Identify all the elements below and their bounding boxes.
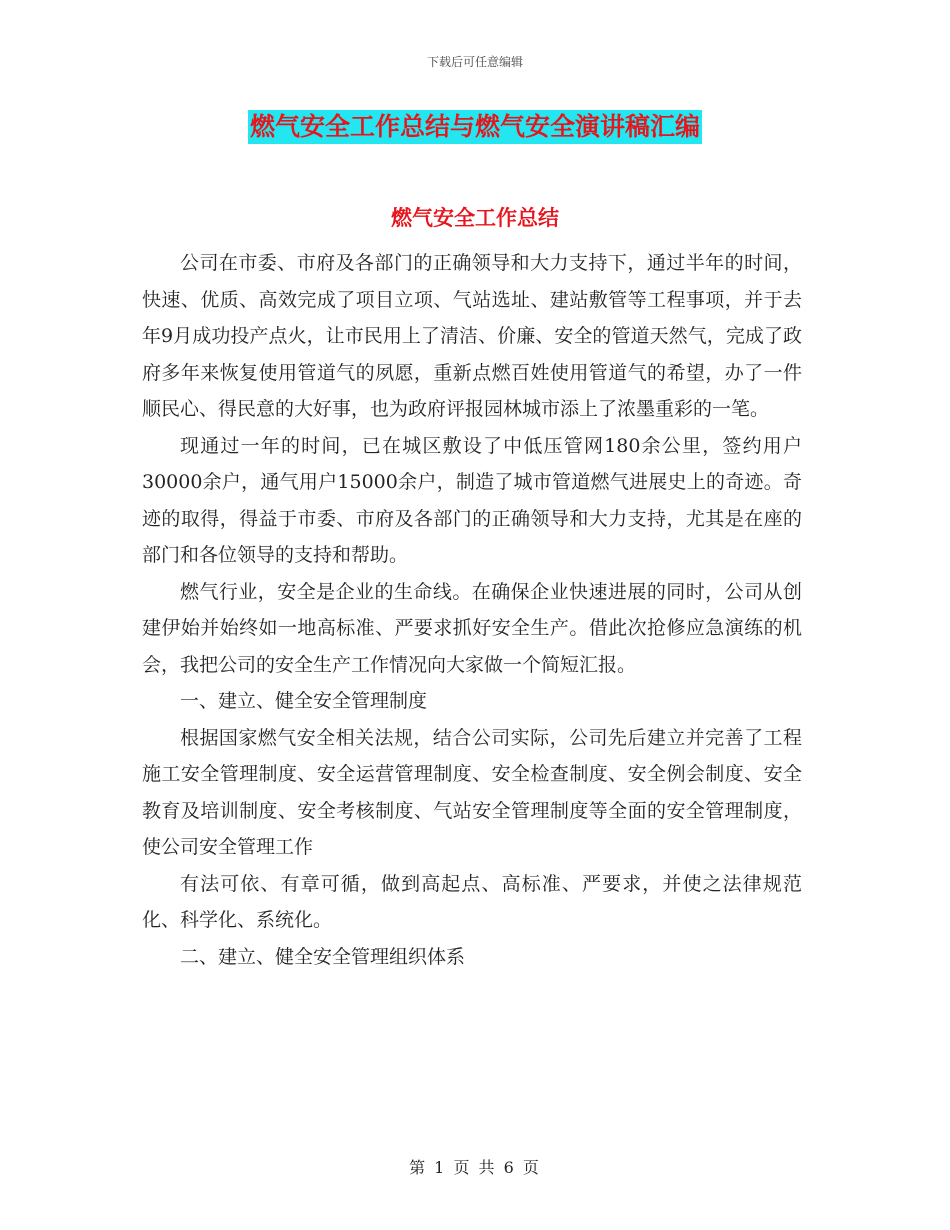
document-title-wrap — [0, 110, 950, 144]
paragraph: 燃气行业，安全是企业的生命线。在确保企业快速进展的同时，公司从创建伊始并始终如一地高标准、严要求抓好安全生产。借此次抢修应急演练的机会，我把公司的安全生产工作情况向大家做一个简短汇报。 — [142, 580, 802, 676]
paragraph-heading: 二、建立、健全安全管理组织体系 — [180, 945, 466, 968]
body-text — [142, 245, 802, 975]
document-title: 燃气安全工作总结与燃气安全演讲稿汇编 — [248, 110, 702, 144]
page-footer: 第 1 页 共 6 页 — [409, 1158, 541, 1177]
paragraph: 公司在市委、市府及各部门的正确领导和大力支持下，通过半年的时间，快速、优质、高效完成了项目立项、气站选址、建站敷管等工程事项，并于去年9月成功投产点火，让市民用上了清洁、价廉、安全的管道天然气，完成了政府多年来恢复使用管道气的夙愿，重新点燃百姓使用管道气的希望，办了一件顺民心、得民意的大好事，也为政府评报园林城市添上了浓墨重彩的一笔。 — [142, 252, 802, 420]
paragraph: 根据国家燃气安全相关法规，结合公司实际，公司先后建立并完善了工程施工安全管理制度、安全运营管理制度、安全检查制度、安全例会制度、安全教育及培训制度、安全考核制度、气站安全管理制度等全面的安全管理制度，使公司安全管理工作 — [142, 726, 802, 858]
paragraph: 现通过一年的时间，已在城区敷设了中低压管网180余公里，签约用户30000余户，通气用户15000余户，制造了城市管道燃气进展史上的奇迹。奇迹的取得，得益于市委、市府及各部门的正确领导和大力支持，尤其是在座的部门和各位领导的支持和帮助。 — [142, 434, 802, 566]
paragraph-heading: 一、建立、健全安全管理制度 — [180, 690, 428, 712]
section-title: 燃气安全工作总结 — [391, 206, 559, 230]
header-note: 下载后可任意编辑 — [426, 55, 523, 69]
paragraph: 有法可依、有章可循，做到高起点、高标准、严要求，并使之法律规范化、科学化、系统化。 — [142, 872, 802, 931]
